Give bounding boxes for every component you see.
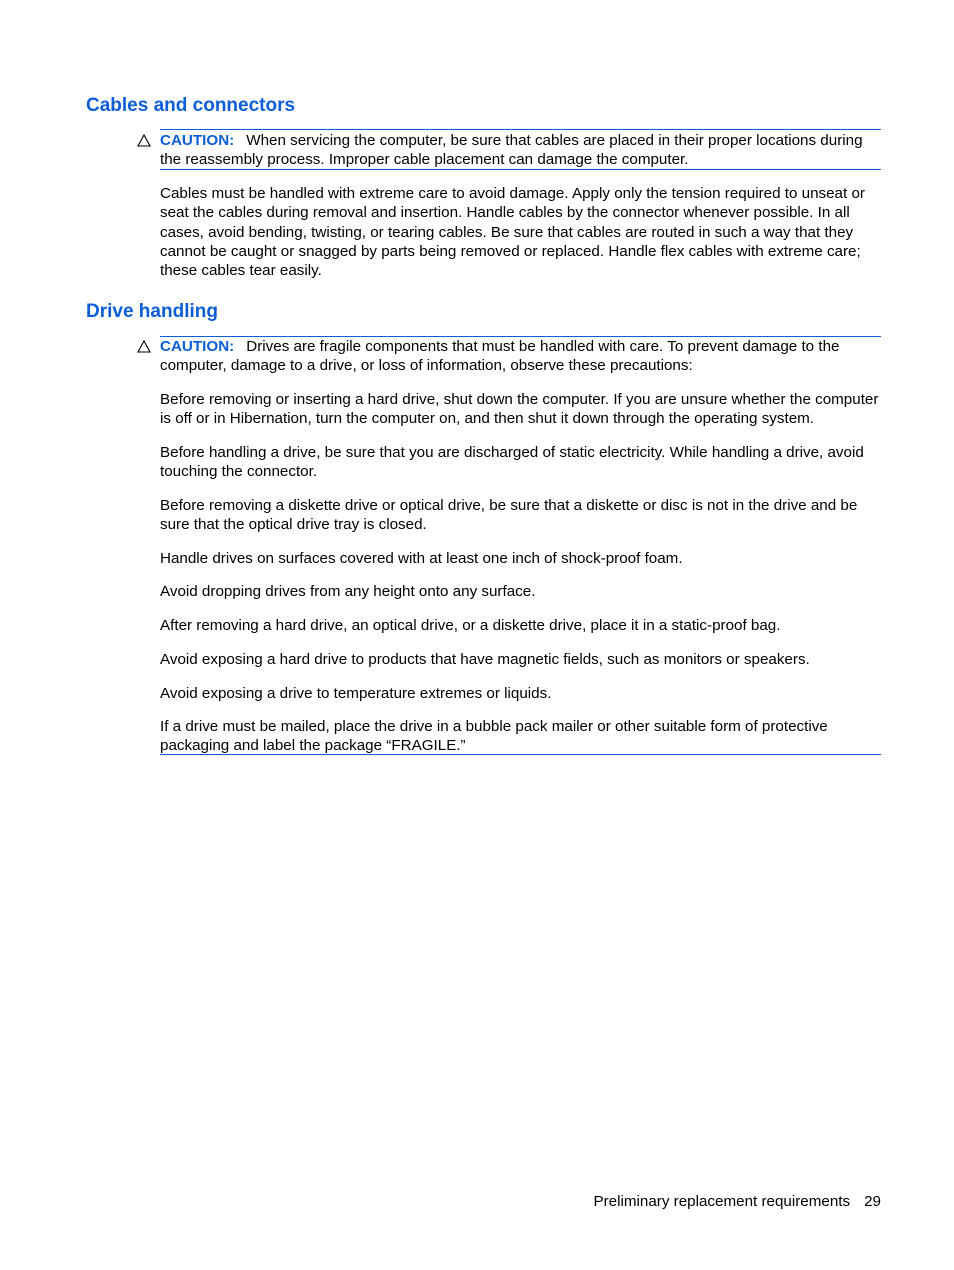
caution-note — [160, 131, 881, 170]
footer-section-title: Preliminary replacement requirements — [593, 1193, 851, 1210]
precaution-paragraph: Before handling a drive, be sure that you are discharged of static electricity. While handling a drive, avoid touching the connector. — [160, 444, 864, 481]
precaution-paragraph: After removing a hard drive, an optical drive, or a diskette drive, place it in a static-proof bag. — [160, 617, 781, 634]
section-heading-drive-handling: Drive handling — [86, 301, 218, 322]
precaution-paragraph: Handle drives on surfaces covered with at least one inch of shock-proof foam. — [160, 550, 683, 567]
caution-top-rule — [160, 129, 881, 130]
page-footer — [593, 1192, 881, 1211]
caution-bottom-rule — [160, 754, 881, 755]
precaution-paragraph: Before removing a diskette drive or optical drive, be sure that a diskette or disc is not in the drive and be sure that the optical drive tray is closed. — [160, 497, 858, 534]
page-number: 29 — [864, 1193, 881, 1210]
precaution-paragraph: Avoid exposing a hard drive to products that have magnetic fields, such as monitors or speakers. — [160, 651, 810, 668]
caution-label: CAUTION: — [160, 132, 235, 149]
caution-bottom-rule — [160, 169, 881, 170]
caution-note — [160, 337, 881, 376]
precaution-paragraph: Avoid exposing a drive to temperature extremes or liquids. — [160, 685, 552, 702]
precaution-paragraph: If a drive must be mailed, place the drive in a bubble pack mailer or other suitable form of protective packaging and label the package “FRAGILE.” — [160, 718, 828, 755]
caution-label: CAUTION: — [160, 338, 235, 355]
caution-text: Drives are fragile components that must be handled with care. To prevent damage to the computer, damage to a drive, or loss of information, observe these precautions: — [160, 338, 840, 375]
precaution-paragraph: Before removing or inserting a hard drive, shut down the computer. If you are unsure whether the computer is off or in Hibernation, turn the computer on, and then shut it down through the operating system. — [160, 391, 879, 428]
section-heading-cables: Cables and connectors — [86, 95, 296, 116]
caution-triangle-icon — [137, 340, 151, 353]
precaution-paragraph: Avoid dropping drives from any height onto any surface. — [160, 583, 536, 600]
paragraph: Cables must be handled with extreme care to avoid damage. Apply only the tension required to unseat or seat the cables during removal and insertion. Handle cables by the connector whenever possible. In all cases, avoid bending, twisting, or tearing cables. Be sure that cables are routed in such a way that they cannot be caught or snagged by parts being removed or replaced. Handle flex cables with extreme care; these cables tear easily. — [160, 185, 865, 280]
caution-triangle-icon — [137, 134, 151, 147]
caution-text: When servicing the computer, be sure that cables are placed in their proper locations during the reassembly process. Improper cable placement can damage the computer. — [160, 132, 863, 169]
